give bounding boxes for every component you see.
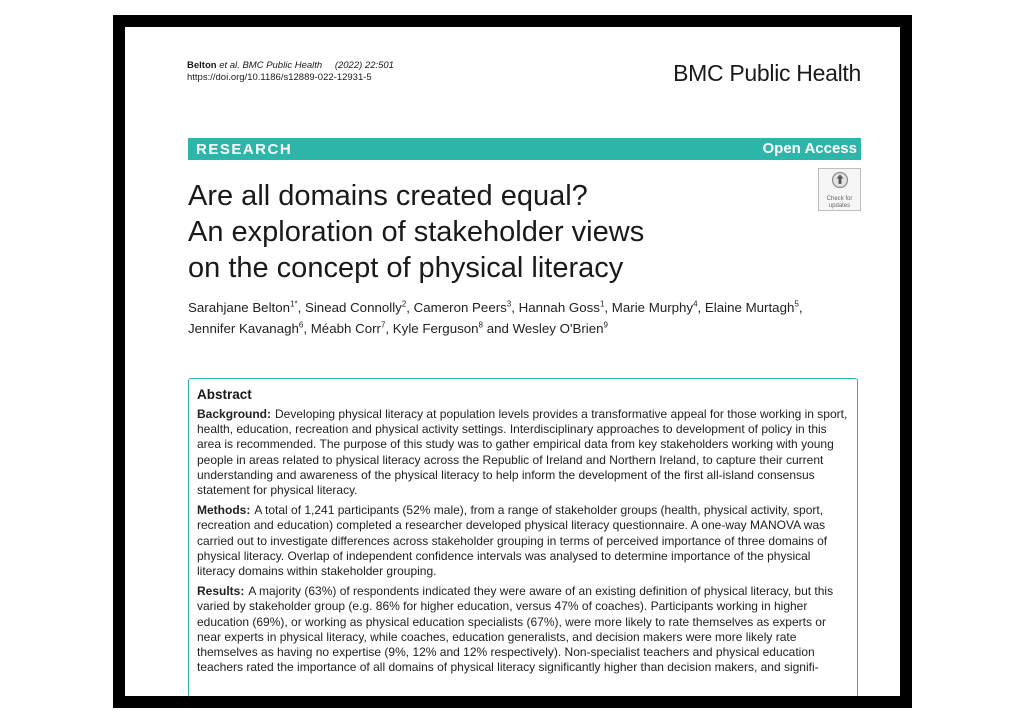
- abstract-box: [188, 378, 858, 696]
- author[interactable]: Kyle Ferguson$^8$: [392, 320, 483, 336]
- abstract-results: [197, 584, 850, 675]
- author-list: Sarahjane Belton$^{1*}$, Sinead Connolly$^2$, Cameron Peers$^3$, Hannah Goss$^1$, Marie Murphy$^4$, Elaine Murtagh$^5$, Jennifer Kavanagh$^6$, Méabh Corr$^7$, Kyle Ferguson$^8$ and Wesley O'Brien$^9$: [188, 299, 803, 336]
- doi-link[interactable]: https://doi.org/10.1186/s12889-022-12931-5: [187, 72, 372, 83]
- title-line: on the concept of physical literacy: [188, 252, 624, 284]
- title-line: Are all domains created equal?: [188, 180, 588, 212]
- section-text: A total of 1,241 participants (52% male), from a range of stakeholder groups (health, physical activity, sport, recreation and education) completed a researcher developed physical literacy questionnaire. A one-way MANOVA was carried out to investigate differences across stakeholder grouping in terms of perceived importance of three domains of physical literacy. Overlap of independent confidence intervals was analysed to determine importance of the physical literacy domains within stakeholder grouping.: [197, 503, 828, 579]
- section-text: Developing physical literacy at population levels provides a transformative appeal for those working in sport, health, education, recreation and physical activity settings. Interdisciplinary approaches to development of policy in this area is recommended. The purpose of this study was to gather empirical data from key stakeholders working with young people in areas related to physical literacy across the Republic of Ireland and Northern Ireland, to capture their current understanding and awareness of the physical literacy to help inform the development of the first all-island consensus statement for physical literacy.: [197, 407, 848, 498]
- cite-year-volume: (2022) 22:501: [334, 60, 394, 71]
- citation: [187, 60, 394, 84]
- author[interactable]: Hannah Goss$^1$: [518, 299, 605, 315]
- badge-text-line2: updates: [828, 202, 851, 209]
- author[interactable]: Sarahjane Belton$^{1*}$: [188, 299, 298, 315]
- author[interactable]: Marie Murphy$^4$: [611, 299, 698, 315]
- section-text: A majority (63%) of respondents indicated they were aware of an existing definition of physical literacy, but this varied by stakeholder group (e.g. 86% for higher education, versus 47% of coaches). Participants working in higher education (69%), or working as physical education specialists (67%), were more likely to rate themselves as experts or near experts in physical literacy, while coaches, education generalists, and decision makers were more likely rate themselves as having no expertise (9%, 12% and 12% respectively). Non-specialist teachers and physical education teachers rated the importance of all domains of physical literacy significantly higher than decision makers, and signifi-: [197, 584, 834, 675]
- article-type: RESEARCH: [196, 141, 293, 158]
- title-line: An exploration of stakeholder views: [188, 216, 645, 248]
- abstract-background: [197, 407, 850, 498]
- author[interactable]: Cameron Peers$^3$: [413, 299, 512, 315]
- article-type-bar: [188, 138, 861, 160]
- paper-title: [188, 178, 748, 286]
- author[interactable]: Wesley O'Brien$^9$: [512, 320, 608, 336]
- open-access-label: Open Access: [762, 140, 857, 157]
- paper-page: [125, 27, 900, 696]
- section-label: Background:: [197, 407, 272, 421]
- section-label: Methods:: [197, 503, 251, 518]
- cite-journal: et al. BMC Public Health: [219, 60, 323, 71]
- author[interactable]: Méabh Corr$^7$: [310, 320, 386, 336]
- abstract-methods: [197, 503, 850, 579]
- journal-name: BMC Public Health: [673, 60, 861, 86]
- section-label: Results:: [197, 584, 245, 599]
- check-updates-icon: [831, 171, 849, 191]
- cite-author: Belton: [187, 60, 217, 71]
- author[interactable]: Sinead Connolly$^2$: [304, 299, 407, 315]
- check-for-updates-badge[interactable]: [818, 168, 861, 211]
- author[interactable]: Jennifer Kavanagh$^6$: [188, 320, 304, 336]
- author[interactable]: Elaine Murtagh$^5$: [704, 299, 799, 315]
- abstract-heading: Abstract: [197, 387, 252, 402]
- badge-text-line1: Check for: [826, 196, 853, 202]
